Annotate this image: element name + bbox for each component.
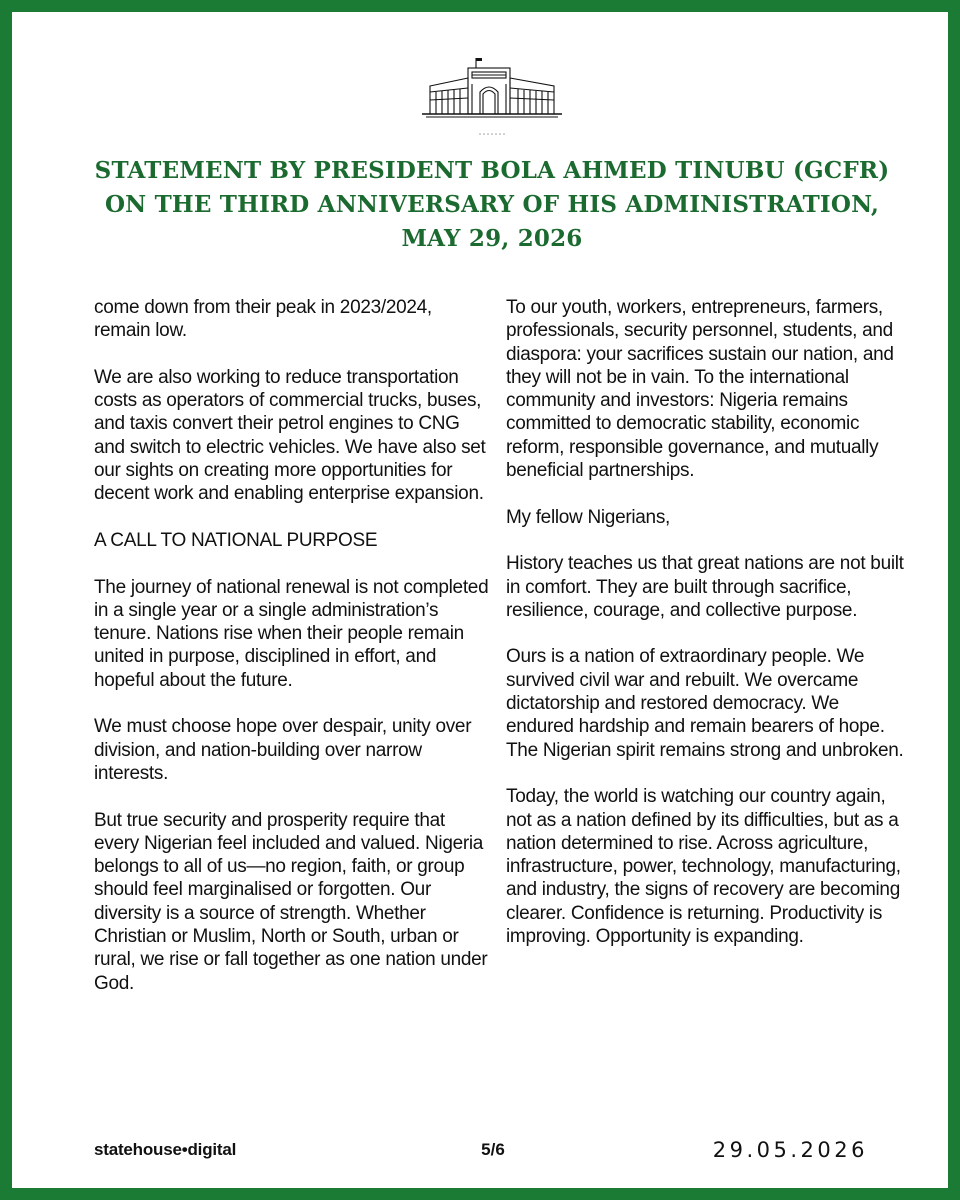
page-number: 5/6: [481, 1140, 505, 1159]
paragraph: come down from their peak in 2023/2024, remain low.: [94, 297, 432, 342]
footer-brand: statehouse•digital: [94, 1140, 237, 1159]
paragraph: We are also working to reduce transportation costs as operators of commercial trucks, buses, and taxis convert their petrol engines to CNG and switch to electric vehicles. We have also set our sights on creating more opportunities for decent work and enabling enterprise expansion.: [94, 366, 486, 505]
paragraph: Ours is a nation of extraordinary people. We survived civil war and rebuilt. We overcame dictatorship and restored democracy. We endured hardship and remain bearers of hope. The Nigerian spirit remains strong and unbroken.: [506, 646, 904, 761]
salutation: My fellow Nigerians,: [506, 506, 670, 528]
footer-date: 29.05.2026: [712, 1138, 868, 1162]
paragraph: History teaches us that great nations are not built in comfort. They are built through sacrifice, resilience, courage, and collective purpose.: [506, 553, 904, 621]
paragraph: But true security and prosperity require that every Nigerian feel included and valued. Nigeria belongs to all of us—no region, faith, or group should feel marginalised or forgotten. Our diversity is a source of strength. Whether Christian or Muslim, North or South, urban or rural, we rise or fall together as one nation under God.: [94, 809, 488, 994]
paragraph: The journey of national renewal is not completed in a single year or a single administration’s tenure. Nations rise when their people remain united in purpose, disciplined in effort, and hopeful about the future.: [94, 576, 489, 691]
state-house-building-icon: [420, 56, 564, 118]
left-column: [94, 296, 492, 1018]
section-heading: A CALL TO NATIONAL PURPOSE: [94, 529, 378, 551]
paragraph: To our youth, workers, entrepreneurs, farmers, professionals, security personnel, students, and diaspora: your sacrifices sustain our nation, and they will not be in vain. To the international community and investors: Nigeria remains committed to democratic stability, economic reform, responsible governance, and mutually beneficial partnerships.: [506, 297, 894, 482]
title-line: ON THE THIRD ANNIVERSARY OF HIS ADMINISTRATION,: [104, 191, 880, 218]
statement-title: [52, 154, 932, 256]
title-line: STATEMENT BY PRESIDENT BOLA AHMED TINUBU (GCFR): [94, 157, 890, 184]
right-column: [506, 296, 904, 972]
paragraph: Today, the world is watching our country again, not as a nation defined by its difficulties, but as a nation determined to rise. Across agriculture, infrastructure, power, technology, manufacturing, and industry, the signs of recovery are becoming clearer. Confidence is returning. Productivity is improving. Opportunity is expanding.: [506, 786, 901, 948]
title-line: MAY 29, 2026: [401, 225, 583, 252]
paragraph: We must choose hope over despair, unity over division, and nation-building over narrow interests.: [94, 716, 472, 784]
decorative-dots-icon: [478, 132, 506, 136]
